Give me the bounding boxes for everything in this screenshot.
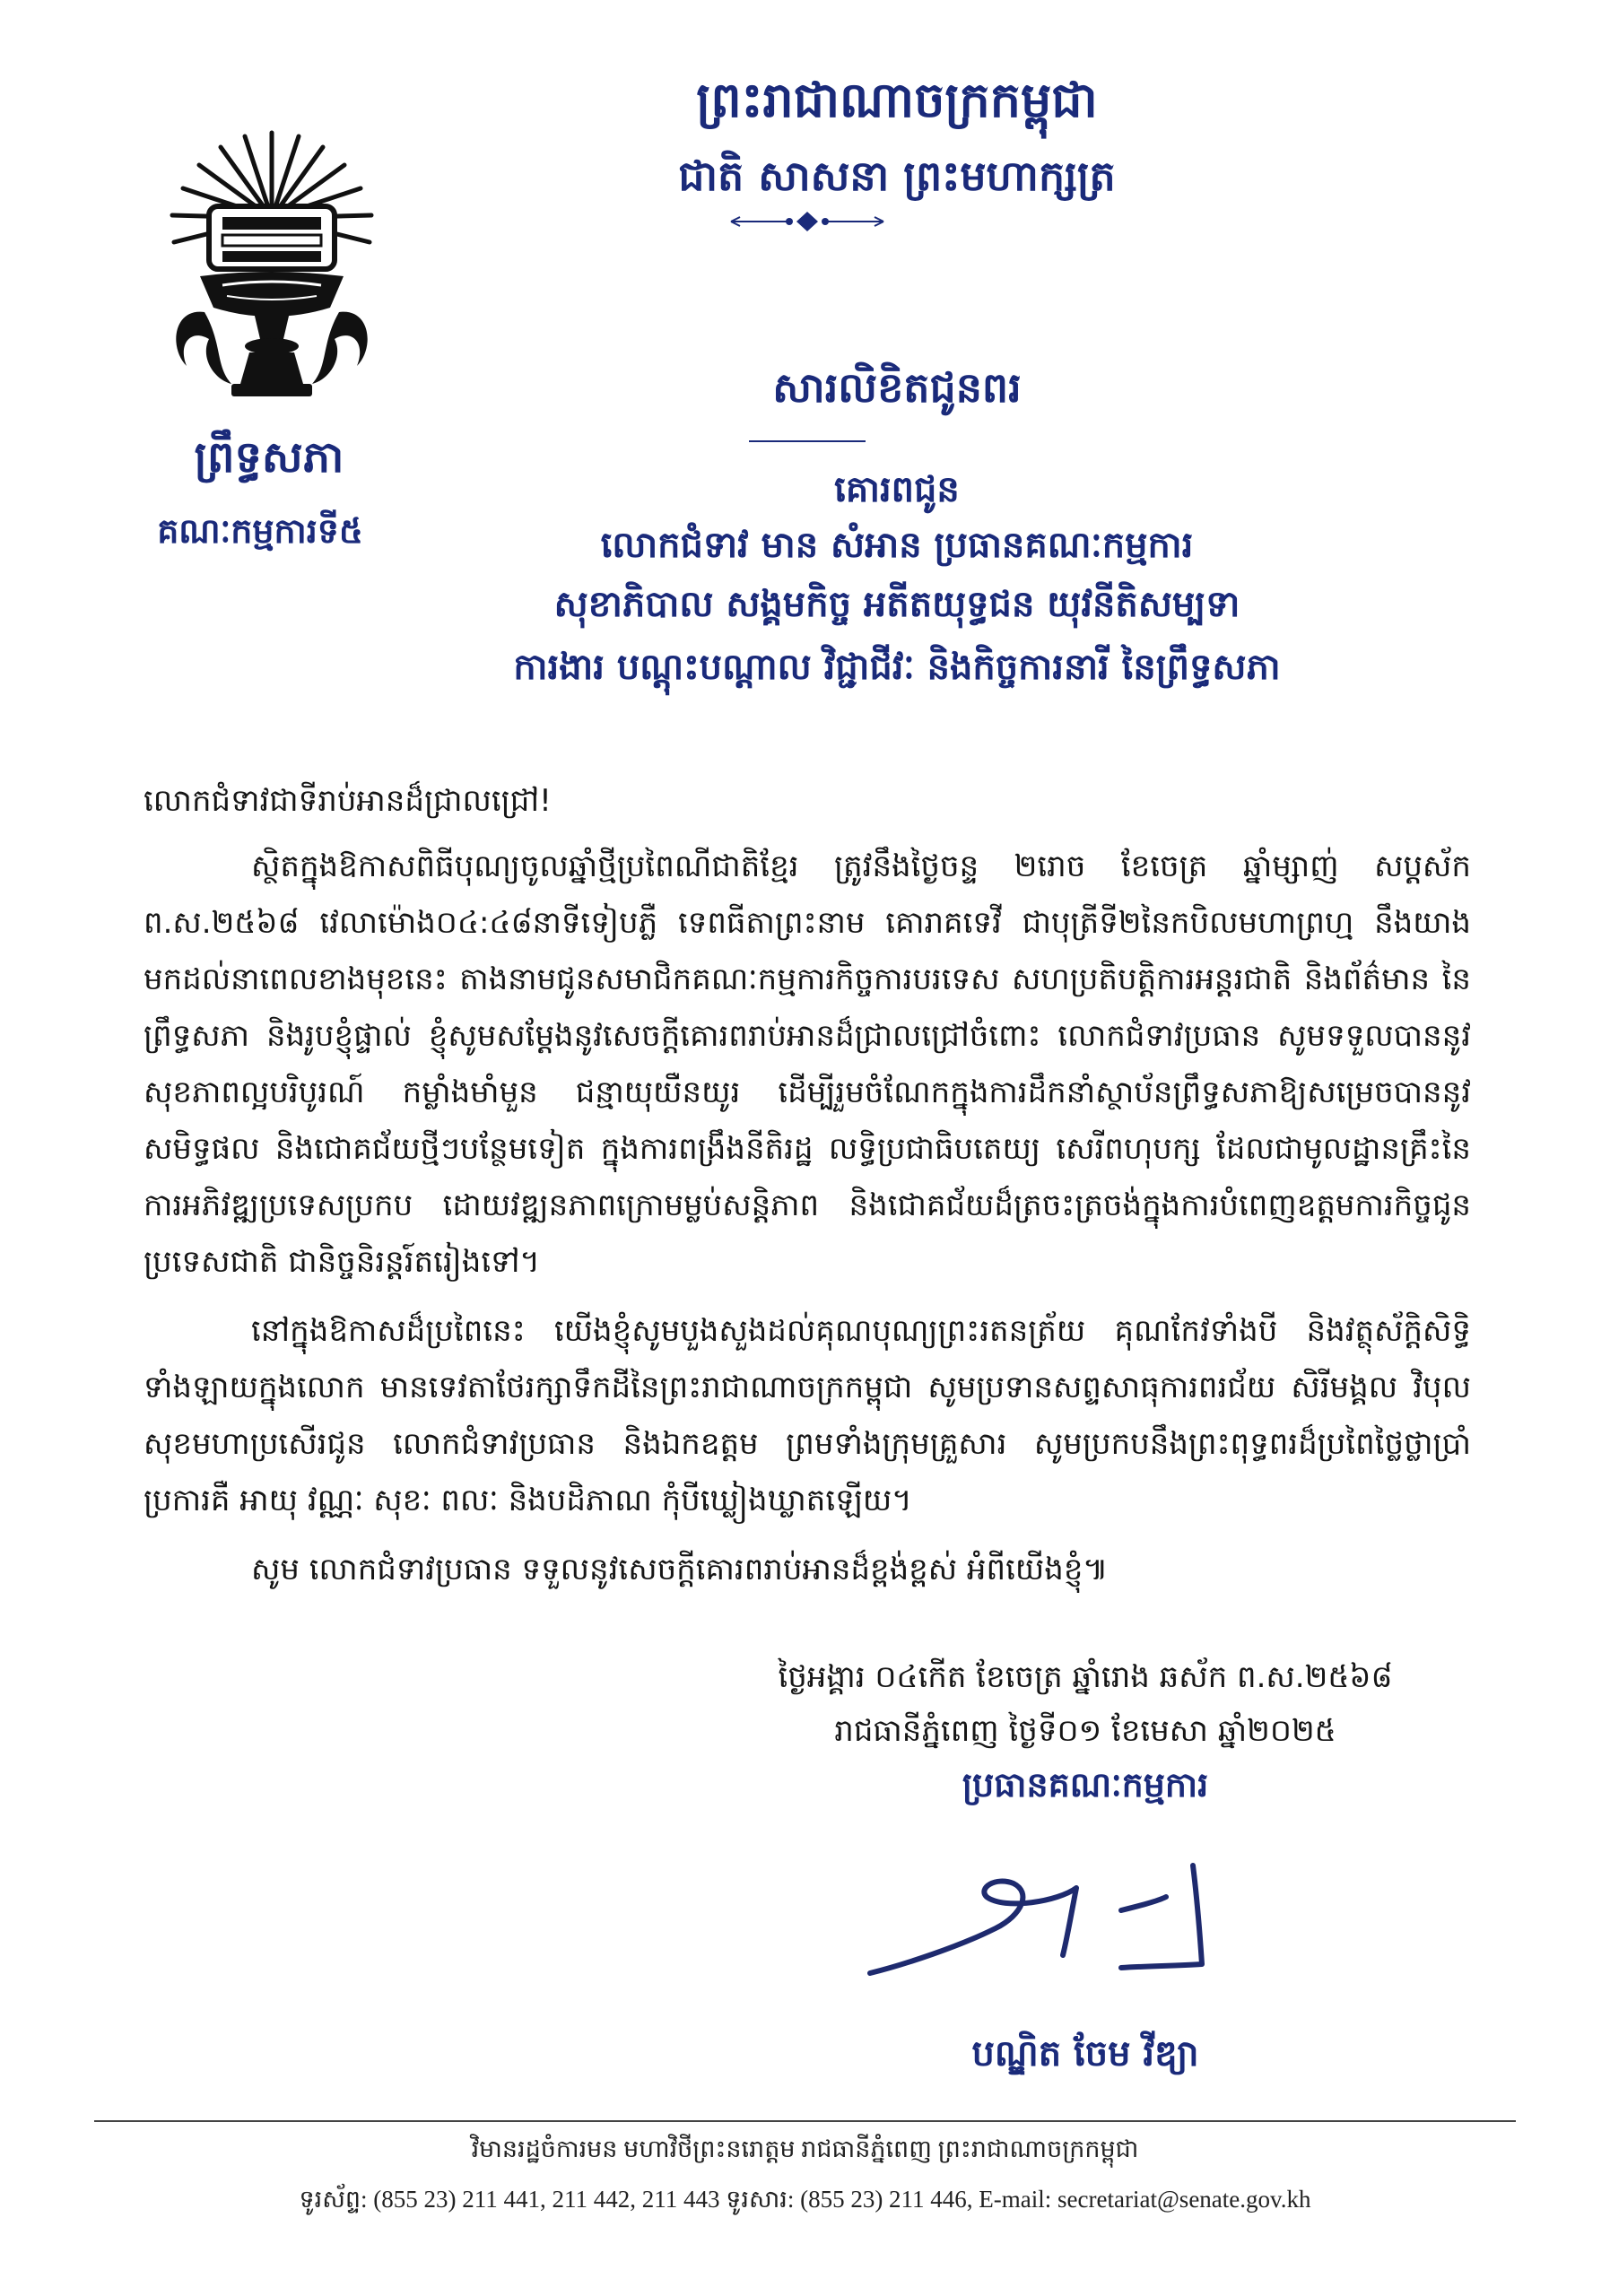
date-lunar: ថ្ងៃអង្គារ ០៤កើត ខែចេត្រ ឆ្នាំរោង ឆស័ក ព.ស.២៥៦៨ [778,1659,1393,1695]
footer-divider [94,2120,1516,2122]
document-title: សារលិខិតជូនពរ [772,363,1022,412]
title-divider [749,436,866,447]
addressee-line: សុខាភិបាល សង្គមកិច្ច អតីតយុទ្ធជន យុវនីតិសម្បទា [553,584,1240,625]
kingdom-heading: ព្រះរាជាណាចក្រកម្ពុជា [696,72,1098,128]
signer-name: បណ្ឌិត ចែម វីឌ្យា [971,2033,1199,2074]
committee-name: គណៈកម្មការទី៥ [157,511,363,551]
body-paragraph: នៅក្នុងឱកាសដ៏ប្រពៃនេះ យើងខ្ញុំសូមបួងសួងដល់គុណបុណ្យព្រះរតនត្រ័យ គុណកែវទាំងបី និងវត្ថុស័ក្តិសិទ្ធិទាំងឡាយក្នុងលោក មានទេវតាថែរក្សាទឹកដីនៃព្រះរាជាណាចក្រកម្ពុជា សូមប្រទានសព្ទសាធុការពរជ័យ សិរីមង្គល វិបុលសុខមហាប្រសើរជូន លោកជំទាវប្រធាន និងឯកឧត្តម ព្រមទាំងក្រុមគ្រួសារ សូមប្រកបនឹងព្រះពុទ្ធពរដ៏ប្រពៃថ្លៃថ្លាប្រាំប្រការគឺ អាយុ វណ្ណៈ សុខៈ ពលៈ និងបដិភាណ កុំបីឃ្លៀងឃ្លាតឡើយ។ [144,1313,1471,1518]
senate-name: ព្រឹទ្ធសភា [194,432,344,483]
addressee-line: គោរពជូន [834,469,960,510]
ornament-divider-icon [727,208,888,235]
footer-address: វិមានរដ្ឋចំការមន មហាវិថីព្រះនរោត្តម រាជធានីភ្នំពេញ ព្រះរាជាណាចក្រកម្ពុជា [471,2135,1139,2162]
handwritten-signature [852,1857,1301,1991]
letter-body [144,773,1471,1598]
senate-emblem-icon [160,124,384,411]
salutation: លោកជំទាវជាទីរាប់អានដ៏ជ្រាលជ្រៅ! [144,783,552,819]
addressee-line: ការងារ បណ្តុះបណ្តាល វិជ្ជាជីវៈ និងកិច្ចការនារី នៃព្រឹទ្ធសភា [513,647,1281,688]
signer-title: ប្រធានគណៈកម្មការ [962,1765,1209,1805]
footer-contact: ទូរស័ព្ទ: (855 23) 211 441, 211 442, 211 443 ទូរសារ: (855 23) 211 446, E-mail: secretariat@senate.gov.kh [299,2186,1311,2213]
closing-line: សូម លោកជំទាវប្រធាន ទទួលនូវសេចក្តីគោរពរាប់អានដ៏ខ្ពង់ខ្ពស់ អំពីយើងខ្ញុំ៕ [251,1552,1109,1587]
national-motto: ជាតិ សាសនា ព្រះមហាក្សត្រ [678,152,1116,200]
date-solar: រាជធានីភ្នំពេញ ថ្ងៃទី០១ ខែមេសា ឆ្នាំ២០២៥ [834,1713,1336,1749]
body-paragraph: ស្ថិតក្នុងឱកាសពិធីបុណ្យចូលឆ្នាំថ្មីប្រពៃណីជាតិខ្មែរ ត្រូវនឹងថ្ងៃចន្ទ ២រោច ខែចេត្រ ឆ្នាំម្សាញ់ សប្តស័ក ព.ស.២៥៦៨ វេលាម៉ោង០៤:៤៨នាទីទៀបភ្លឺ ទេពធីតាព្រះនាម គោរាគទេវី ជាបុត្រីទី២នៃកបិលមហាព្រហ្ម នឹងយាងមកដល់នាពេលខាងមុខនេះ តាងនាមជូនសមាជិកគណៈកម្មការកិច្ចការបរទេស សហប្រតិបត្តិការអន្តរជាតិ និងព័ត៌មាន នៃព្រឹទ្ធសភា និងរូបខ្ញុំផ្ទាល់ ខ្ញុំសូមសម្តែងនូវសេចក្តីគោរពរាប់អានដ៏ជ្រាលជ្រៅចំពោះ លោកជំទាវប្រធាន សូមទទួលបាននូវសុខភាពល្អបរិបូរណ៍ កម្លាំងមាំមួន ជន្មាយុយឺនយូរ ដើម្បីរួមចំណែកក្នុងការដឹកនាំស្ថាប័នព្រឹទ្ធសភាឱ្យសម្រេចបាននូវសមិទ្ធផល និងជោគជ័យថ្មីៗបន្ថែមទៀត ក្នុងការពង្រឹងនីតិរដ្ឋ លទ្ធិប្រជាធិបតេយ្យ សេរីពហុបក្ស ដែលជាមូលដ្ឋានគ្រឹះនៃការអភិវឌ្ឍប្រទេសប្រកប ដោយវឌ្ឍនភាពក្រោមម្លប់សន្តិភាព និងជោគជ័យដ៏ត្រចះត្រចង់ក្នុងការបំពេញឧត្តមការកិច្ចជូនប្រទេសជាតិ ជានិច្ចនិរន្តរ៍តរៀងទៅ។ [144,848,1471,1280]
addressee-line: លោកជំទាវ មាន សំអាន ប្រធានគណៈកម្មការ [600,525,1194,566]
